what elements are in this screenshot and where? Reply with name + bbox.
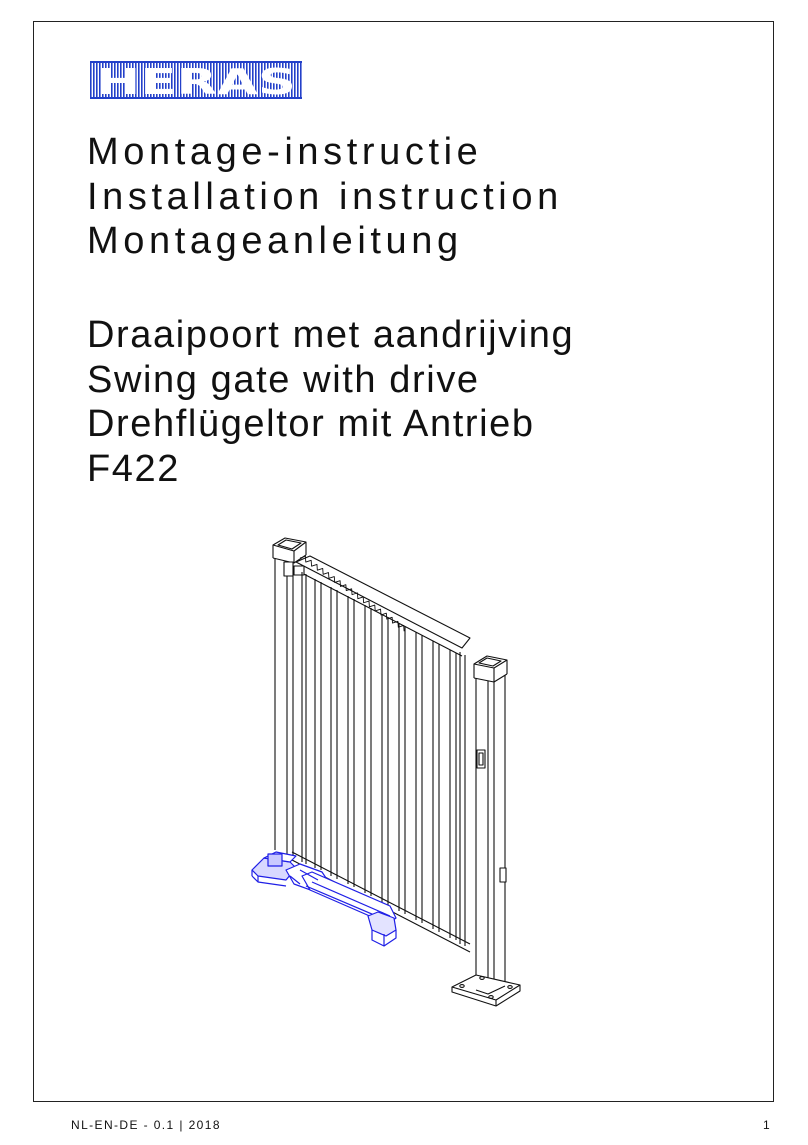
product-code: F422	[87, 447, 181, 490]
top-rail	[284, 554, 470, 656]
left-post	[273, 538, 306, 857]
page-number: 1	[763, 1118, 770, 1132]
title-en: Installation instruction	[87, 175, 563, 218]
title-block	[87, 130, 563, 264]
right-post	[474, 656, 507, 1000]
product-title-block	[87, 313, 574, 491]
title-nl: Montage-instructie	[87, 131, 483, 173]
product-title-en: Swing gate with drive	[87, 358, 480, 401]
title-de: Montageanleitung	[87, 220, 463, 262]
drive-unit	[252, 852, 396, 946]
gate-illustration	[245, 535, 535, 1020]
product-title-nl: Draaipoort met aandrijving	[87, 314, 575, 356]
base-plate	[452, 975, 520, 1006]
product-title-de: Drehflügeltor mit Antrieb	[87, 403, 535, 445]
heras-logo	[90, 61, 302, 99]
edition-label: NL-EN-DE - 0.1 | 2018	[71, 1118, 221, 1132]
